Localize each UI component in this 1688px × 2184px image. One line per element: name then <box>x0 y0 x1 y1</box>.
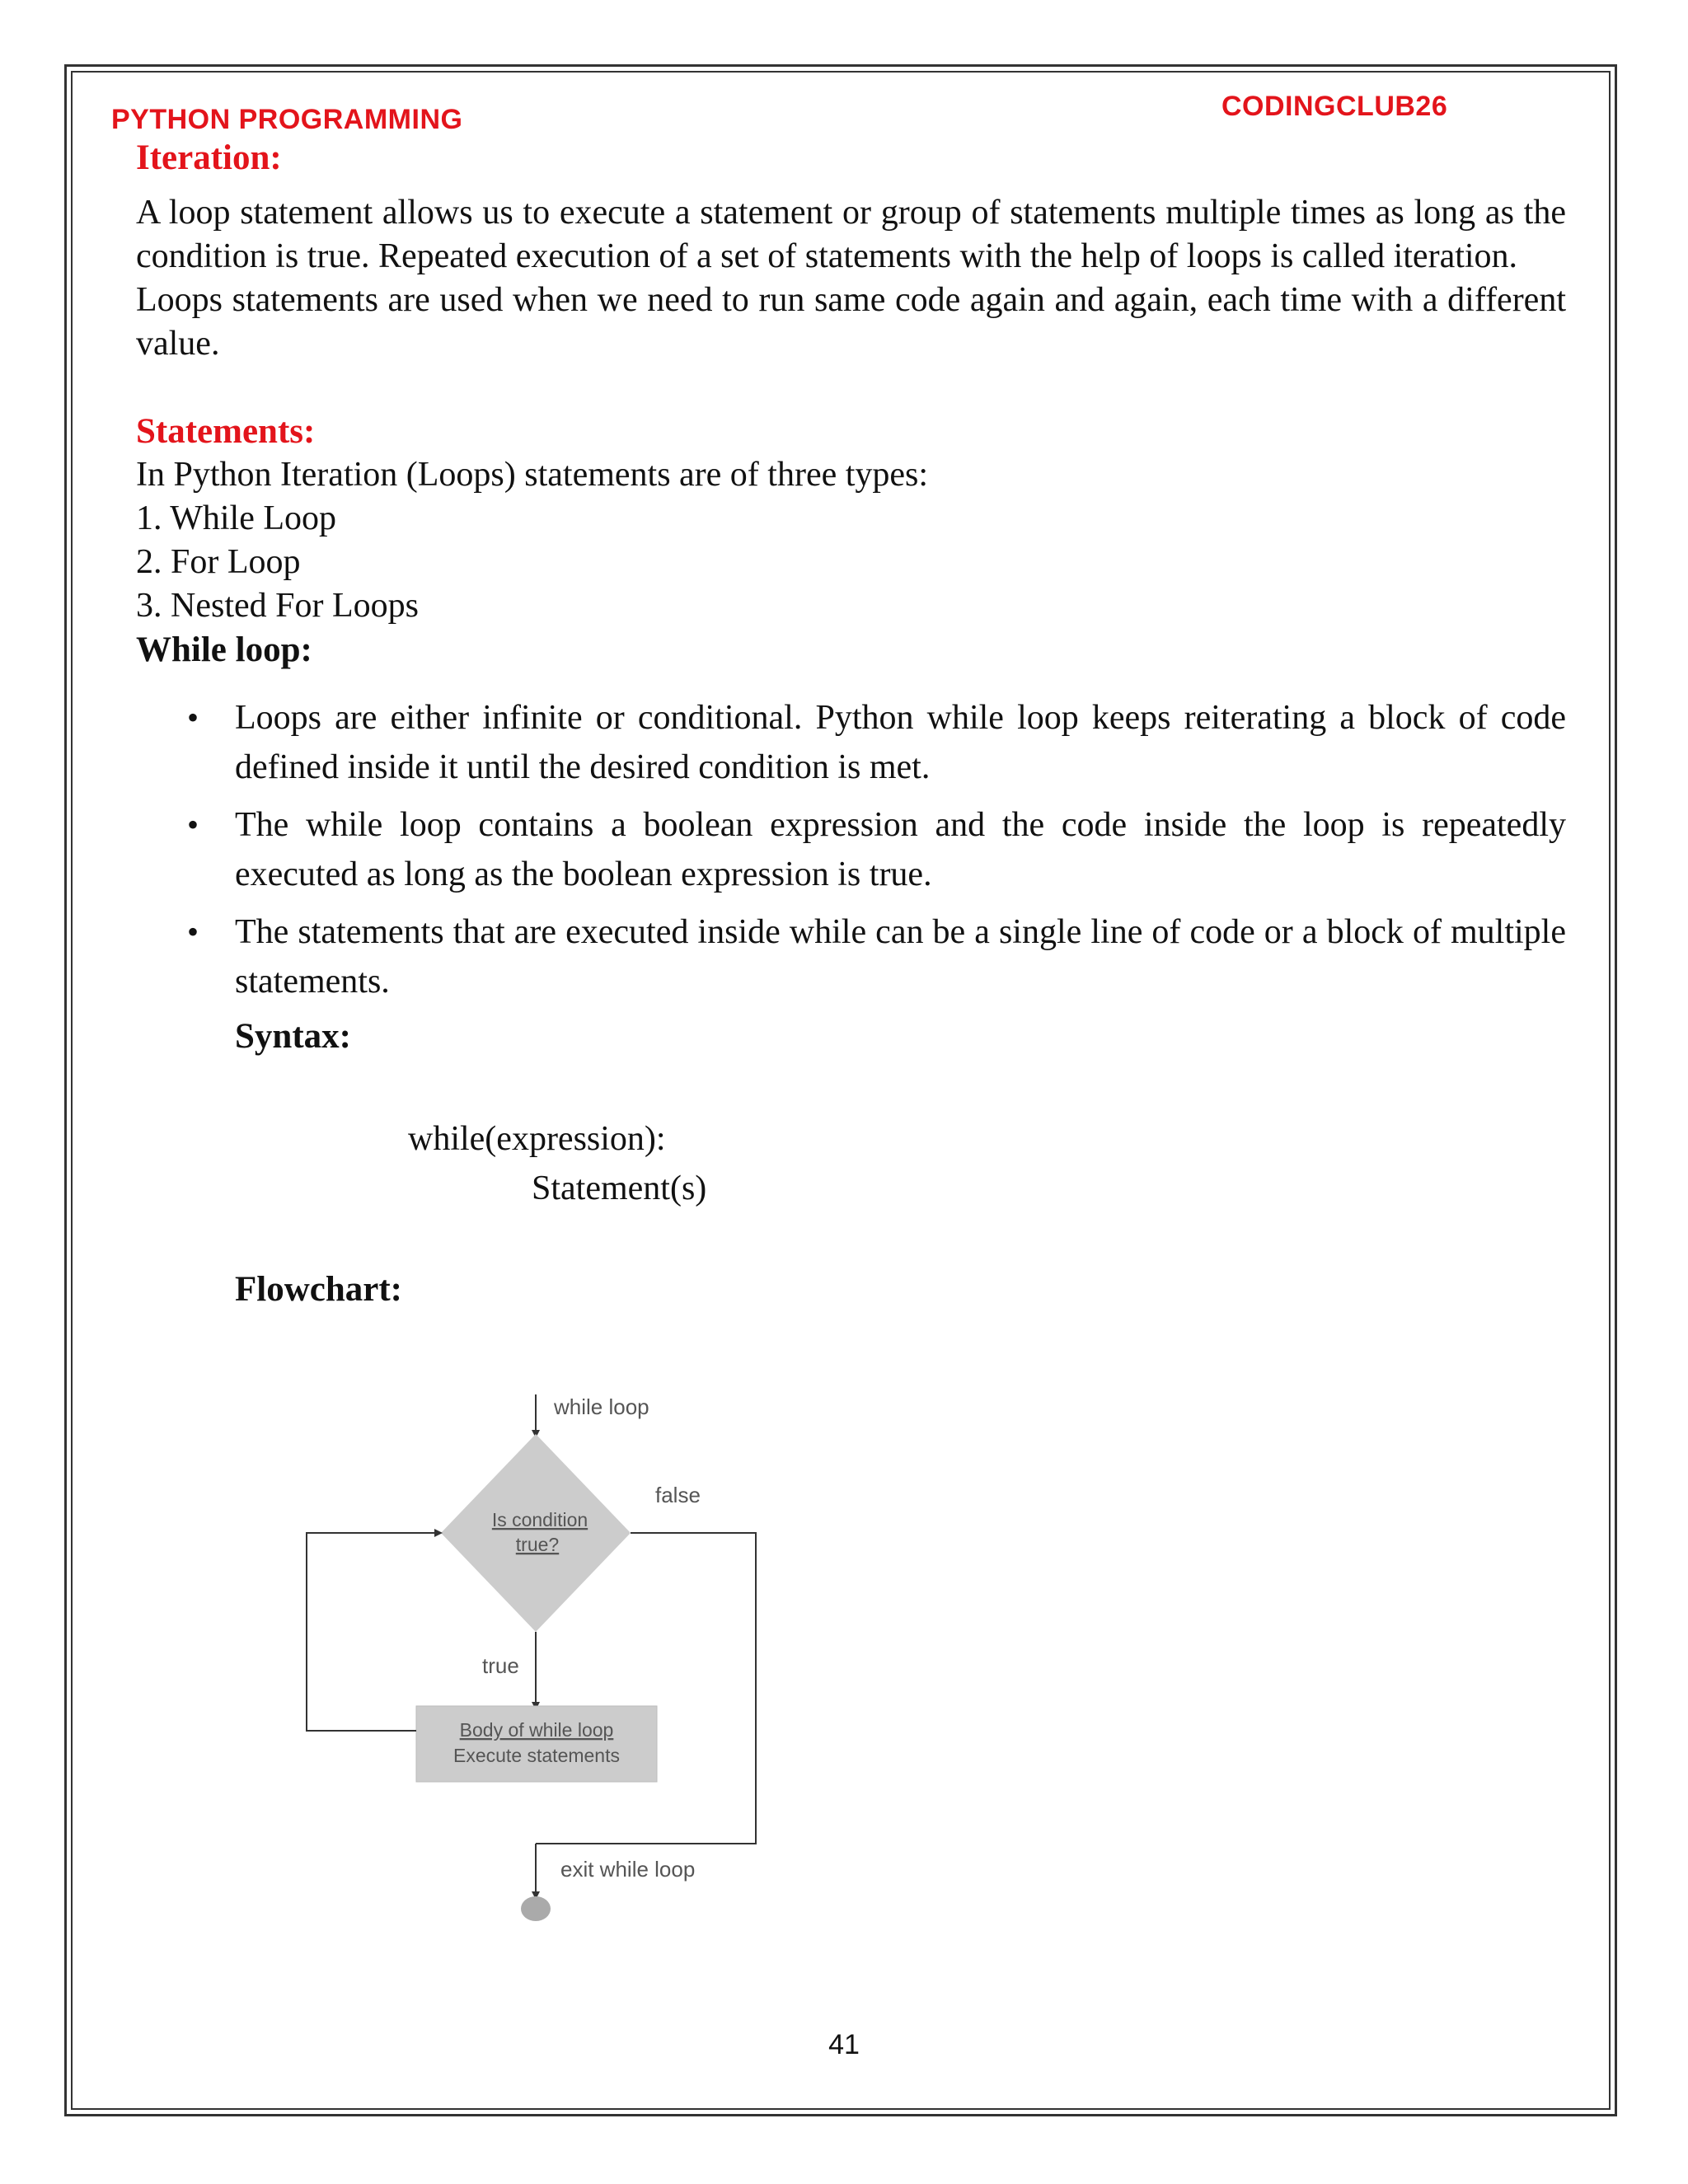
bullet-item: • The statements that are executed inside while can be a single line of code or a block of multiple statements. <box>235 907 1566 1006</box>
flowchart-svg <box>297 1385 791 1945</box>
header-left-title: PYTHON PROGRAMMING <box>111 104 463 135</box>
entry-label: while loop <box>554 1394 649 1419</box>
while-loop-bullets <box>136 693 1566 1006</box>
body-box <box>416 1706 657 1782</box>
bullet-item: • Loops are either infinite or conditional. Python while loop keeps reiterating a block of code defined inside it until the desired condition is met. <box>235 693 1566 792</box>
iteration-paragraph-1: A loop statement allows us to execute a statement or group of statements multiple times as long as the condition is true. Repeated execution of a set of statements with the help of loops is called iteration. <box>136 194 1566 275</box>
decision-text-1: Is condition <box>491 1509 588 1530</box>
exit-label: exit while loop <box>560 1857 696 1882</box>
statements-heading: Statements: <box>136 412 316 451</box>
decision-diamond <box>441 1434 631 1632</box>
while-loop-flowchart <box>297 1385 791 1945</box>
loop-back-line <box>307 1533 438 1731</box>
body-text-2: Execute statements <box>453 1745 620 1766</box>
statements-item-2: 2. For Loop <box>136 543 301 581</box>
iteration-heading: Iteration: <box>136 138 282 177</box>
syntax-line-2: Statement(s) <box>532 1169 707 1207</box>
statements-intro: In Python Iteration (Loops) statements are of three types: <box>136 456 929 494</box>
page-content <box>136 136 1566 1311</box>
statements-item-1: 1. While Loop <box>136 499 337 537</box>
false-label: false <box>655 1483 701 1507</box>
body-text-1: Body of while loop <box>459 1719 614 1741</box>
decision-text-2: true? <box>515 1534 560 1555</box>
while-loop-heading: While loop: <box>136 630 312 669</box>
iteration-paragraph-2: Loops statements are used when we need to run same code again and again, each time with a different value. <box>136 281 1566 363</box>
terminal-circle-icon <box>521 1896 551 1921</box>
syntax-heading: Syntax: <box>235 1017 351 1056</box>
true-label: true <box>482 1653 519 1678</box>
header-right-title: CODINGCLUB26 <box>1221 91 1448 122</box>
syntax-line-1: while(expression): <box>408 1120 666 1158</box>
bullet-item: • The while loop contains a boolean expression and the code inside the loop is repeatedly executed as long as the boolean expression is true. <box>235 800 1566 899</box>
page-number: 41 <box>828 2029 860 2060</box>
flowchart-heading: Flowchart: <box>235 1270 402 1309</box>
statements-item-3: 3. Nested For Loops <box>136 587 419 625</box>
